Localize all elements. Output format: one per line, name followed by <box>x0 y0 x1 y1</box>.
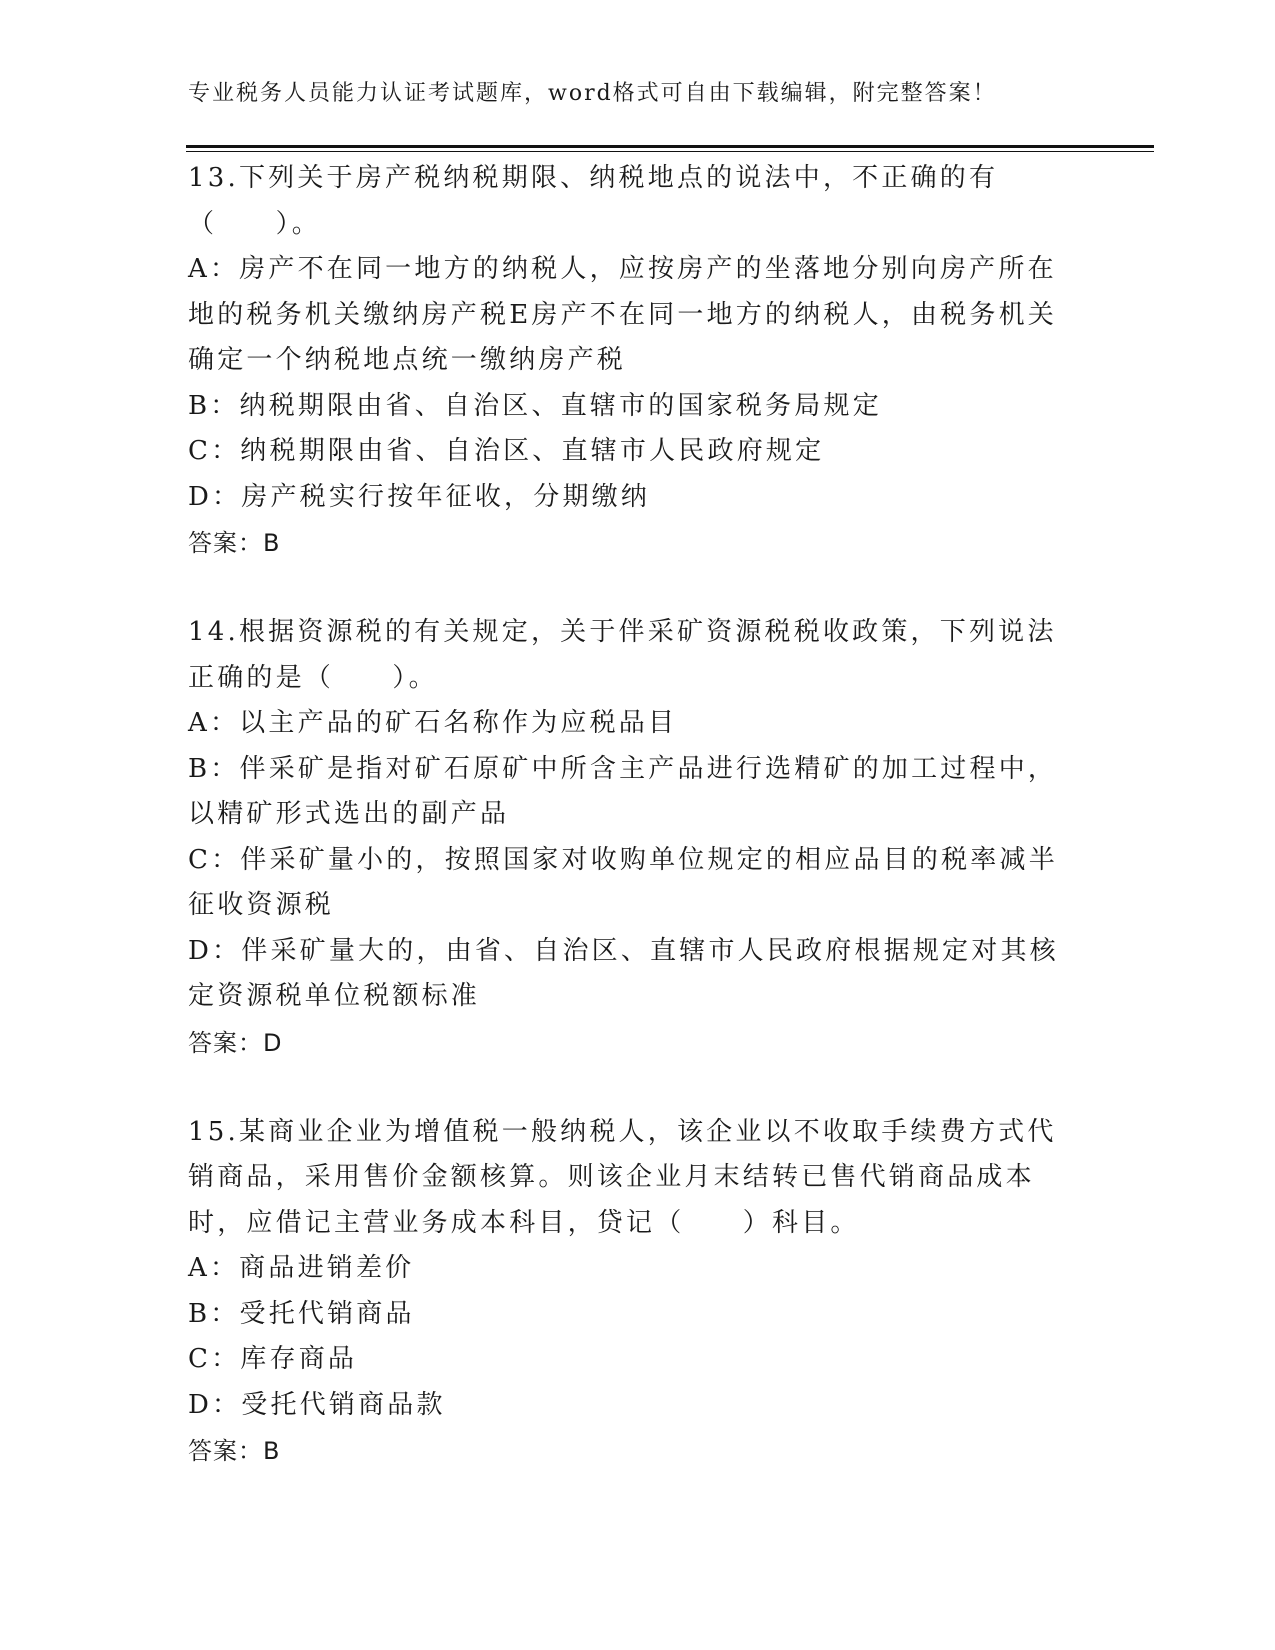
option-b: B：纳税期限由省、自治区、直辖市的国家税务局规定 <box>188 390 882 421</box>
option-a: A：以主产品的矿石名称作为应税品目 <box>188 708 678 738</box>
question-stem: 15.某商业企业为增值税一般纳税人，该企业以不收取手续费方式代销商品，采用售价金额核算。则该企业月末结转已售代销商品成本时，应借记主营业务成本科目，贷记（ ）科目。 <box>188 1116 1057 1238</box>
page-header: 专业税务人员能力认证考试题库，word格式可自由下载编辑，附完整答案！ <box>188 81 997 106</box>
option-d: D：受托代销商品款 <box>188 1389 446 1420</box>
option-d: D：伴采矿量大的，由省、自治区、直辖市人民政府根据规定对其核定资源税单位税额标准 <box>188 935 1059 1011</box>
option-a: A：商品进销差价 <box>188 1253 415 1283</box>
option-a: A：房产不在同一地方的纳税人，应按房产的坐落地分别向房产所在地的税务机关缴纳房产税E房产不在同一地方的纳税人，由税务机关确定一个纳税地点统一缴纳房产税 <box>188 254 1057 375</box>
option-d: D：房产税实行按年征收，分期缴纳 <box>188 481 651 512</box>
option-c: C：伴采矿量小的，按照国家对收购单位规定的相应品目的税率减半征收资源税 <box>188 844 1058 920</box>
option-b: B：伴采矿是指对矿石原矿中所含主产品进行选精矿的加工过程中，以精矿形式选出的副产品 <box>188 753 1058 829</box>
question-14 <box>188 610 1068 1066</box>
header-rule-thick <box>186 145 1154 148</box>
answer-line: 答案：B <box>188 529 281 557</box>
option-b: B：受托代销商品 <box>188 1298 415 1329</box>
question-stem: 13.下列关于房产税纳税期限、纳税地点的说法中，不正确的有（ ）。 <box>188 163 999 239</box>
question-list <box>188 156 1068 1518</box>
option-c: C：纳税期限由省、自治区、直辖市人民政府规定 <box>188 436 825 466</box>
header-rule-thin <box>186 151 1154 152</box>
question-stem: 14.根据资源税的有关规定，关于伴采矿资源税税收政策，下列说法正确的是（ ）。 <box>188 617 1057 693</box>
question-15 <box>188 1110 1068 1475</box>
answer-line: 答案：B <box>188 1437 281 1465</box>
option-c: C：库存商品 <box>188 1344 358 1374</box>
answer-line: 答案：D <box>188 1028 283 1057</box>
question-13 <box>188 156 1068 566</box>
